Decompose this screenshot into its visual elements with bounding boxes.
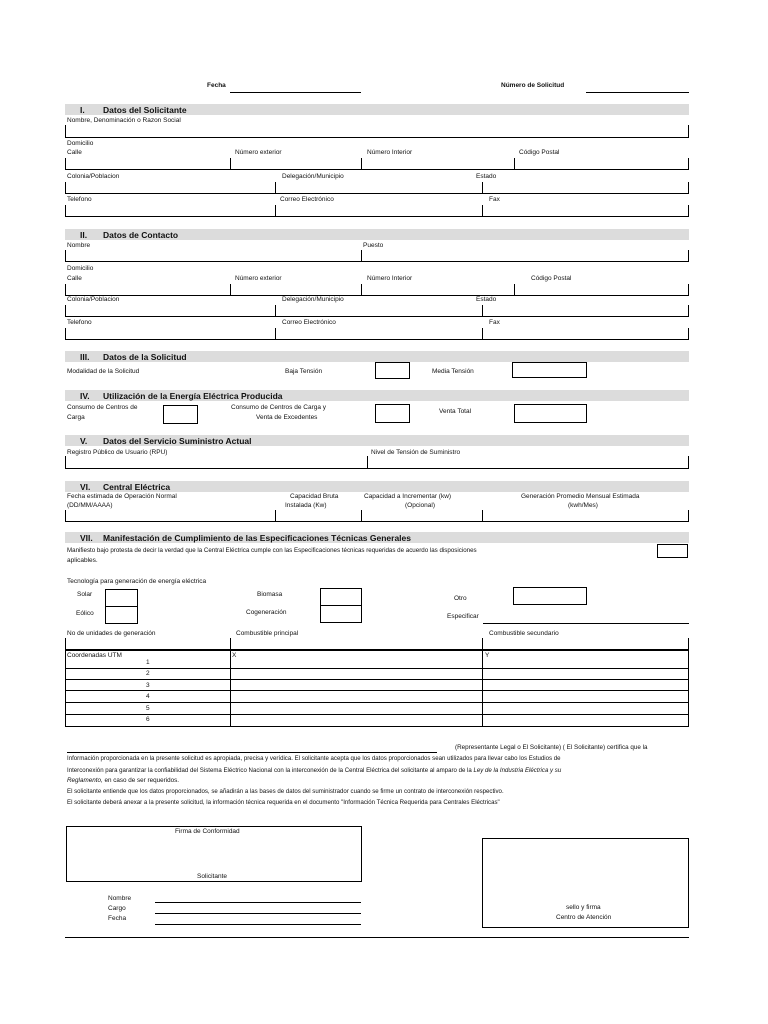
contacto-telefono-field[interactable] — [65, 328, 689, 340]
capacidad-incrementar-label-2: (Opcional) — [405, 502, 435, 509]
domicilio-field[interactable] — [65, 158, 689, 170]
rpu-field[interactable] — [65, 456, 689, 469]
section-number: IV. — [80, 391, 90, 401]
divider — [482, 650, 483, 727]
coordenada-x-label: X — [232, 652, 237, 659]
divider — [482, 305, 483, 317]
colonia-field[interactable] — [65, 182, 689, 194]
certificacion-line-5: El solicitante entiende que los datos proporcionados, se añadirán a las bases de datos del suministrador cuando se firme un contrato de interconexión respectivo. — [67, 788, 504, 795]
generacion-label: Generación Promedio Mensual Estimada — [521, 493, 640, 500]
section-title: Datos del Solicitante — [103, 105, 187, 115]
solicitante-label: Solicitante — [197, 873, 227, 880]
divider — [230, 650, 231, 727]
unidades-field[interactable] — [65, 638, 689, 650]
contacto-estado-label: Estado — [476, 296, 497, 303]
certificacion-line-3 — [67, 768, 561, 774]
estado-label: Estado — [476, 173, 497, 180]
num-int-label: Número Interior — [367, 149, 413, 156]
contacto-fax-label: Fax — [489, 319, 500, 326]
divider — [275, 305, 276, 317]
certificacion-text: en caso de ser requeridos. — [102, 777, 180, 784]
table-row: 5 — [146, 705, 150, 712]
divider — [275, 328, 276, 340]
divider — [361, 510, 362, 522]
divider — [230, 158, 231, 170]
eolico-label: Eólico — [76, 610, 94, 617]
section-header-solicitante — [65, 104, 689, 115]
divider — [65, 714, 689, 715]
table-row: 4 — [146, 693, 150, 700]
section-header-utilizacion — [65, 390, 689, 401]
central-field[interactable] — [65, 510, 689, 522]
fax-label: Fax — [489, 196, 500, 203]
divider — [105, 606, 138, 607]
section-number: I. — [80, 105, 85, 115]
divider — [514, 284, 515, 296]
divider — [361, 250, 362, 262]
divider — [361, 284, 362, 296]
divider — [230, 638, 231, 650]
section-number: VI. — [80, 482, 91, 492]
divider — [367, 456, 368, 469]
firma-cargo-input[interactable] — [155, 913, 361, 914]
section-title: Manifestación de Cumplimiento de las Especificaciones Técnicas Generales — [103, 533, 412, 543]
capacidad-bruta-label-2: Instalada (Kw) — [285, 502, 327, 509]
fecha-operacion-label: Fecha estimada de Operación Normal — [67, 493, 177, 500]
consumo-excedentes-label: Consumo de Centros de Carga y — [231, 404, 327, 411]
firma-fecha-input[interactable] — [155, 924, 361, 925]
telefono-label: Telefono — [67, 196, 92, 203]
table-row: 2 — [146, 670, 150, 677]
cogeneracion-label: Cogeneración — [246, 609, 287, 616]
divider — [482, 328, 483, 340]
firma-nombre-input[interactable] — [155, 902, 361, 903]
certificacion-line-2: Información proporcionada en la presente solicitud es apropiada, precisa y verídica. El solicitante acepta que los datos proporcionados sean utilizados para llevar cabo los Estudios de — [67, 755, 561, 762]
fecha-input[interactable] — [230, 92, 361, 93]
solar-label: Solar — [77, 591, 93, 598]
contacto-domicilio-label: Domicilio — [67, 265, 94, 272]
divider — [482, 205, 483, 217]
coordenada-y-label: Y — [485, 652, 490, 659]
numero-solicitud-label: Número de Solicitud — [501, 82, 565, 89]
colonia-label: Colonia/Poblacion — [67, 173, 120, 180]
section-header-suministro — [65, 435, 689, 446]
media-tension-checkbox[interactable] — [512, 362, 587, 378]
especificar-input[interactable] — [483, 623, 689, 624]
generacion-label-2: (kwh/Mes) — [568, 502, 598, 509]
section-title: Central Eléctrica — [103, 482, 171, 492]
firma-nombre-label: Nombre — [108, 895, 132, 902]
biomasa-label: Biomasa — [257, 591, 283, 598]
manifestacion-text-2: aplicables. — [67, 557, 98, 564]
combustible-principal-label: Combustible principal — [236, 630, 299, 637]
certificacion-line-1: (Representante Legal o El Solicitante) ( El Solicitante) certifica que la — [455, 744, 648, 751]
contacto-num-ext-label: Número exterior — [235, 275, 282, 282]
fecha-label: Fecha — [207, 82, 226, 89]
divider — [361, 158, 362, 170]
combustible-secundario-label: Combustible secundario — [489, 630, 559, 637]
unidades-label: No de unidades de generación — [67, 630, 156, 637]
consumo-centros-label-2: Carga — [67, 414, 85, 421]
divider — [65, 679, 689, 680]
section-number: V. — [80, 436, 88, 446]
centro-atencion-label: Centro de Atención — [556, 914, 612, 921]
contacto-telefono-label: Telefono — [67, 319, 92, 326]
section-header-solicitud — [65, 351, 689, 362]
reglamento-reference: Reglamento, — [67, 777, 103, 784]
firma-cargo-label: Cargo — [108, 905, 126, 912]
capacidad-bruta-label: Capacidad Bruta — [290, 493, 339, 500]
section-title: Utilización de la Energía Eléctrica Producida — [103, 391, 283, 401]
divider — [482, 510, 483, 522]
section-number: VII. — [80, 533, 93, 543]
certificacion-line-6: El solicitante deberá anexar a la presente solicitud, la información técnica requerida en el documento "Información Técnica Requerida para Centrales Eléctricas" — [67, 799, 500, 806]
nivel-tension-label: Nivel de Tensión de Suministro — [371, 449, 461, 456]
firma-conformidad-label: Firma de Conformidad — [175, 828, 240, 835]
especificar-label: Especificar — [447, 613, 479, 620]
representante-input[interactable] — [67, 752, 437, 753]
media-tension-label: Media Tensión — [432, 368, 474, 375]
delegacion-label: Delegación/Municipio — [282, 173, 344, 180]
contacto-num-int-label: Número Interior — [367, 275, 413, 282]
footer-line — [65, 937, 689, 938]
contacto-nombre-label: Nombre — [67, 242, 91, 249]
section-header-manifestacion — [65, 532, 689, 543]
razon-social-label: Nombre, Denominación o Razon Social — [67, 117, 181, 124]
divider — [482, 182, 483, 194]
venta-total-checkbox[interactable] — [514, 404, 587, 423]
otro-checkbox[interactable] — [513, 587, 587, 605]
modalidad-label: Modalidad de la Solicitud — [67, 368, 140, 375]
divider — [65, 690, 689, 691]
rpu-label: Registro Público de Usuario (RPU) — [67, 449, 168, 456]
contacto-domicilio-field[interactable] — [65, 284, 689, 296]
contacto-correo-label: Correo Electrónico — [282, 319, 336, 326]
consumo-excedentes-checkbox[interactable] — [375, 404, 410, 423]
coordenadas-table — [65, 650, 689, 727]
table-row: 1 — [146, 659, 150, 666]
section-title: Datos del Servicio Suministro Actual — [103, 436, 252, 446]
sello-label: sello y firma — [566, 904, 601, 911]
baja-tension-checkbox[interactable] — [375, 362, 410, 379]
section-title: Datos de la Solicitud — [103, 352, 187, 362]
razon-social-field[interactable] — [65, 125, 689, 138]
contacto-nombre-field[interactable] — [65, 250, 689, 262]
cp-label: Código Postal — [519, 149, 560, 156]
contacto-puesto-label: Puesto — [363, 242, 384, 249]
firma-fecha-label: Fecha — [108, 915, 127, 922]
contacto-cp-label: Código Postal — [531, 275, 572, 282]
consumo-centros-checkbox[interactable] — [163, 405, 198, 424]
calle-label: Calle — [67, 149, 82, 156]
divider — [230, 284, 231, 296]
section-header-contacto — [65, 229, 689, 240]
numero-solicitud-input[interactable] — [586, 92, 689, 93]
divider — [275, 182, 276, 194]
contacto-colonia-field[interactable] — [65, 305, 689, 317]
coordenadas-label: Coordenadas UTM — [67, 652, 122, 659]
manifestacion-checkbox[interactable] — [657, 544, 688, 558]
table-row: 6 — [146, 716, 150, 723]
divider — [275, 510, 276, 522]
num-ext-label: Número exterior — [235, 149, 282, 156]
consumo-excedentes-label-2: Venta de Excedentes — [256, 414, 318, 421]
manifestacion-text: Manifiesto bajo protesta de decir la verdad que la Central Eléctrica cumple con las Especificaciones técnicas requeridas de acuerdo las disposiciones — [67, 547, 477, 554]
tecnologia-label: Tecnología para generación de energía eléctrica — [67, 578, 207, 585]
fecha-operacion-label-2: (DD/MM/AAAA) — [67, 502, 113, 509]
contacto-colonia-label: Colonia/Poblacion — [67, 296, 120, 303]
certificacion-line-4 — [67, 778, 179, 784]
divider — [65, 668, 689, 669]
certificacion-text: Interconexión para garantizar la confiabilidad del Sistema Eléctrico Nacional con la interconexión de la Central Eléctrica del solicitante al amparo de la — [67, 767, 474, 774]
divider — [482, 638, 483, 650]
section-header-central — [65, 481, 689, 492]
capacidad-incrementar-label: Capacidad a Incrementar (kw) — [364, 493, 452, 500]
table-row: 3 — [146, 682, 150, 689]
baja-tension-label: Baja Tensión — [285, 368, 323, 375]
divider — [320, 605, 362, 606]
section-number: II. — [80, 230, 88, 240]
venta-total-label: Venta Total — [439, 408, 472, 415]
ley-reference: Ley de la Industria Eléctrica y su — [473, 767, 562, 774]
contacto-calle-label: Calle — [67, 275, 82, 282]
otro-label: Otro — [454, 595, 467, 602]
section-title: Datos de Contacto — [103, 230, 179, 240]
divider — [275, 205, 276, 217]
contacto-delegacion-label: Delegación/Municipio — [282, 296, 344, 303]
correo-label: Correo Electrónico — [280, 196, 334, 203]
consumo-centros-label: Consumo de Centros de — [67, 404, 138, 411]
domicilio-label: Domicilio — [67, 140, 94, 147]
divider — [65, 702, 689, 703]
section-number: III. — [80, 352, 90, 362]
divider — [514, 158, 515, 170]
telefono-field[interactable] — [65, 205, 689, 217]
